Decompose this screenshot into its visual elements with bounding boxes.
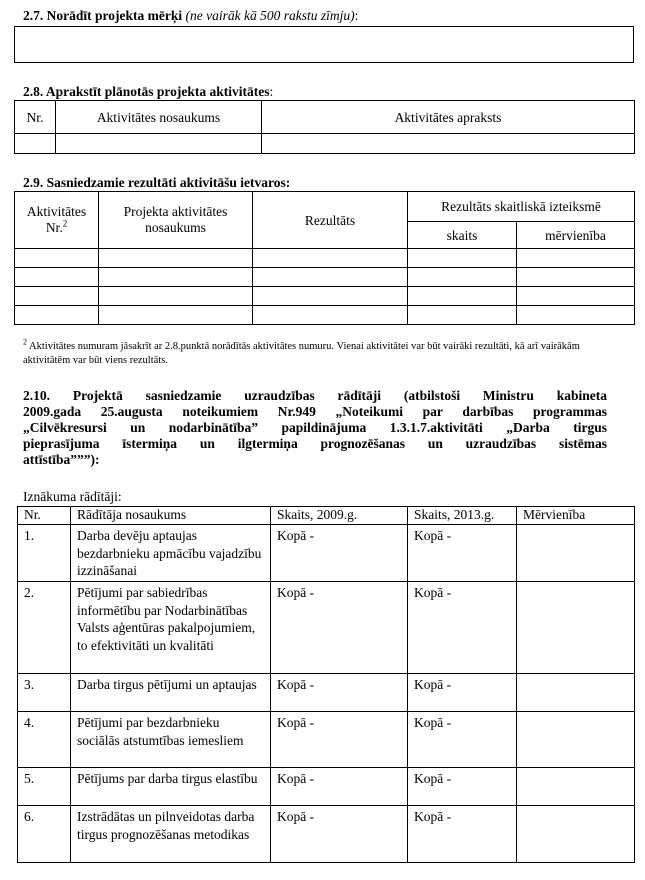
col-header-count: skaits	[408, 222, 517, 249]
row-unit	[517, 768, 635, 806]
section-2-10-heading: 2.10. Projektā sasniedzamie uzraudzības rādītāji (atbilstoši Ministru kabineta 2009.gada 25.augusta noteikumiem Nr.949 „Noteikumi par darbības programmas „Cilvēkresursi un nodarbinātība” papildinājuma 1.3.1.7.aktivitāti „Darba tirgus pieprasījuma īstermiņa un ilgtermiņa prognozēšanas un uzraudzības sistēmas attīstība”””):	[23, 388, 607, 467]
output-indicators-label: Iznākuma rādītāji:	[23, 489, 122, 504]
row-indicator-name: Darba devēju aptaujas bezdarbnieku apmācību vajadzību izzināšanai	[71, 525, 271, 582]
row-indicator-name: Darba tirgus pētījumi un aptaujas	[71, 674, 271, 712]
footnote: $^2$ Aktivitātes numuram jāsakrīt ar 2.8.punktā norādītās aktivitātes numuru. Vienai aktivitātei var būt vairāki rezultāti, kā arī vairākām aktivitātēm var būt viens rezultāts.	[23, 337, 580, 366]
col-header-result: Rezultāts	[253, 192, 408, 249]
section-2-8-heading: 2.8. Aprakstīt plānotās projekta aktivitātes:	[23, 84, 274, 99]
table-row	[18, 768, 635, 806]
row-count-2013: Kopā -	[408, 525, 517, 582]
col-header-count-2013: Skaits, 2013.g.	[408, 507, 517, 525]
section-2-7-heading: 2.7. Norādīt projekta mērķi (ne vairāk kā 500 rakstu zīmju):	[23, 8, 359, 23]
col-header-indicator-name: Rādītāja nosaukums	[71, 507, 271, 525]
table-row	[15, 249, 635, 268]
col-header-activity-description: Aktivitātes apraksts	[262, 101, 635, 134]
col-header-numeric-result: Rezultāts skaitliskā izteiksmē	[408, 192, 635, 222]
col-header-unit: mērvienība	[517, 222, 635, 249]
table-cell	[262, 134, 635, 154]
table-row	[15, 268, 635, 287]
col-header-activity-name: Aktivitātes nosaukums	[56, 101, 262, 134]
row-count-2009: Kopā -	[271, 806, 408, 863]
row-count-2013: Kopā -	[408, 674, 517, 712]
row-indicator-name: Pētījumi par bezdarbnieku sociālās atstumtības iemesliem	[71, 712, 271, 768]
row-count-2009: Kopā -	[271, 582, 408, 674]
table-cell	[15, 134, 56, 154]
row-count-2009: Kopā -	[271, 525, 408, 582]
row-count-2013: Kopā -	[408, 582, 517, 674]
row-count-2009: Kopā -	[271, 768, 408, 806]
section-2-9-heading: 2.9. Sasniedzamie rezultāti aktivitāšu ietvaros:	[23, 175, 291, 190]
col-header-count-2009: Skaits, 2009.g.	[271, 507, 408, 525]
col-header-activity-nr: Aktivitātes Nr.$^2$	[15, 192, 99, 249]
row-count-2013: Kopā -	[408, 712, 517, 768]
row-count-2013: Kopā -	[408, 768, 517, 806]
row-nr: 6.	[18, 806, 71, 863]
table-row	[18, 712, 635, 768]
row-unit	[517, 806, 635, 863]
row-unit	[517, 712, 635, 768]
indicators-table-header	[18, 507, 635, 525]
table-row	[18, 525, 635, 582]
row-nr: 3.	[18, 674, 71, 712]
row-nr: 1.	[18, 525, 71, 582]
results-table	[14, 191, 635, 325]
table-row	[18, 806, 635, 863]
row-indicator-name: Pētījums par darba tirgus elastību	[71, 768, 271, 806]
table-cell	[56, 134, 262, 154]
row-unit	[517, 674, 635, 712]
row-nr: 2.	[18, 582, 71, 674]
col-header-nr: Nr.	[15, 101, 56, 134]
activities-table	[14, 100, 635, 154]
table-row	[18, 674, 635, 712]
indicators-table	[17, 506, 635, 863]
row-count-2013: Kopā -	[408, 806, 517, 863]
table-row	[18, 582, 635, 674]
row-unit	[517, 582, 635, 674]
row-indicator-name: Izstrādātas un pilnveidotas darba tirgus prognozēšanas metodikas	[71, 806, 271, 863]
row-nr: 5.	[18, 768, 71, 806]
row-count-2009: Kopā -	[271, 674, 408, 712]
row-indicator-name: Pētījumi par sabiedrības informētību par Nodarbinātības Valsts aģentūras pakalpojumiem, to efektivitāti un kvalitāti	[71, 582, 271, 674]
row-unit	[517, 525, 635, 582]
table-row	[15, 306, 635, 325]
results-table-header	[15, 192, 635, 222]
col-header-nr: Nr.	[18, 507, 71, 525]
col-header-unit: Mērvienība	[517, 507, 635, 525]
table-row	[15, 134, 635, 154]
project-goal-box	[14, 26, 634, 63]
col-header-project-activity-name: Projekta aktivitātes nosaukums	[99, 192, 253, 249]
row-count-2009: Kopā -	[271, 712, 408, 768]
row-nr: 4.	[18, 712, 71, 768]
table-row	[15, 287, 635, 306]
activities-table-header	[15, 101, 635, 134]
